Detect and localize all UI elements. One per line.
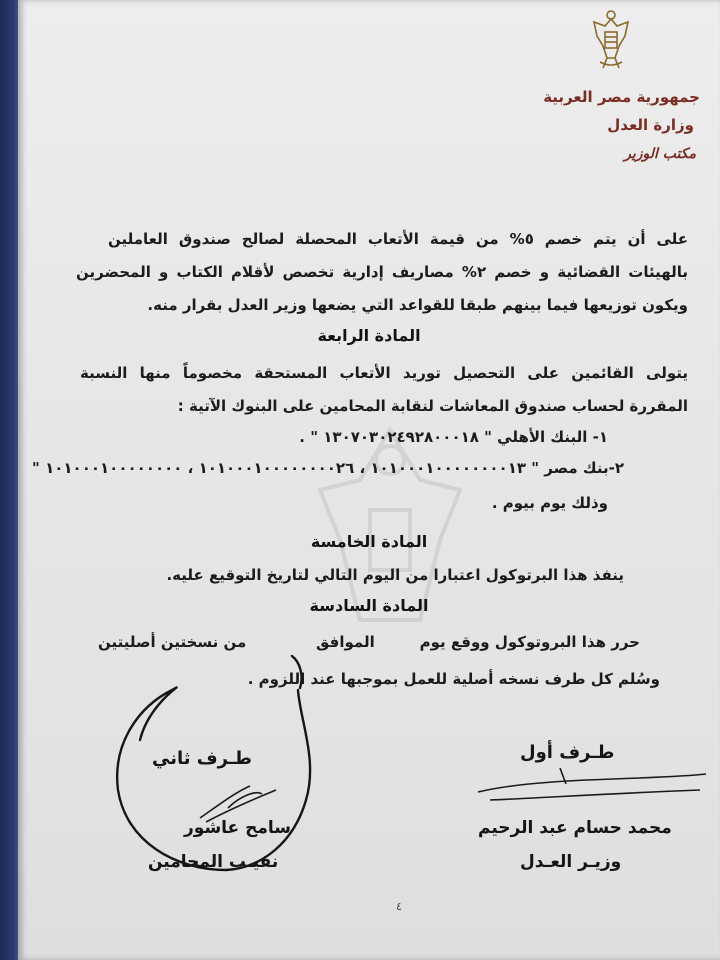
article-6-line-2: وسُلم كل طرف نسخه أصلية للعمل بموجبها عند اللزوم .	[247, 670, 660, 688]
second-party-name: سامح عاشور	[184, 818, 291, 838]
second-party-label: طـرف ثاني	[152, 748, 252, 769]
article-6-line-1-mid: الموافق	[316, 633, 375, 651]
paragraph-line-1: على أن يتم خصم ٥% من قيمة الأتعاب المحصلة لصالح صندوق العاملين	[108, 230, 689, 248]
first-party-title: وزيـر العـدل	[520, 852, 622, 872]
paragraph-line-2: بالهيئات القضائية و خصم ٢% مصاريف إدارية تخصص لأقلام الكتاب و المحضرين	[76, 263, 689, 281]
paragraph-line-3: ويكون توزيعها فيما بينهم طبقا للقواعد التي يضعها وزير العدل بقرار منه.	[147, 296, 688, 314]
article-6-title: المادة السادسة	[309, 596, 429, 615]
second-party-title: نقيـب المحامين	[148, 852, 279, 872]
header-ministry: وزارة العدل	[607, 116, 694, 134]
article-4-line-5: وذلك يوم بيوم .	[491, 494, 608, 512]
first-party-signature-icon	[478, 768, 706, 800]
circled-stroke-icon	[117, 656, 310, 870]
header-office: مكتب الوزير	[624, 146, 696, 162]
article-4-line-2: المقررة لحساب صندوق المعاشات لنقابة المحامين على البنوك الآتية :	[177, 397, 688, 415]
article-4-line-1: يتولى القائمين على التحصيل توريد الأتعاب المستحقة مخصوماً منها النسبة	[80, 364, 688, 382]
bank-account-2: ٢-بنك مصر " ١٠١٠٠٠١٠٠٠٠٠٠٠٠١٣ ، ١٠١٠٠٠١٠٠٠٠٠٠٠٠٢٦ ، ١٠١٠٠٠١٠٠٠٠٠٠٠٠ "	[32, 459, 624, 477]
page-number: ٤	[396, 900, 402, 913]
article-5-title: المادة الخامسة	[310, 532, 428, 551]
first-party-name: محمد حسام عبد الرحيم	[478, 818, 672, 838]
article-6-line-1-left: من نسختين أصليتين	[98, 633, 247, 651]
article-6-line-1-right: حرر هذا البروتوكول ووقع يوم	[419, 633, 640, 651]
bank-account-1: ١- البنك الأهلي " ١٣٠٧٠٣٠٢٤٩٢٨٠٠٠١٨ " .	[299, 428, 608, 446]
first-party-label: طـرف أول	[520, 742, 615, 763]
article-5-line-1: ينفذ هذا البرتوكول اعتبارا من اليوم التالي لتاريخ التوقيع عليه.	[166, 566, 624, 584]
header-country: جمهورية مصر العربية	[543, 88, 700, 106]
article-4-title: المادة الرابعة	[317, 326, 421, 345]
second-party-signature-icon	[200, 786, 276, 822]
